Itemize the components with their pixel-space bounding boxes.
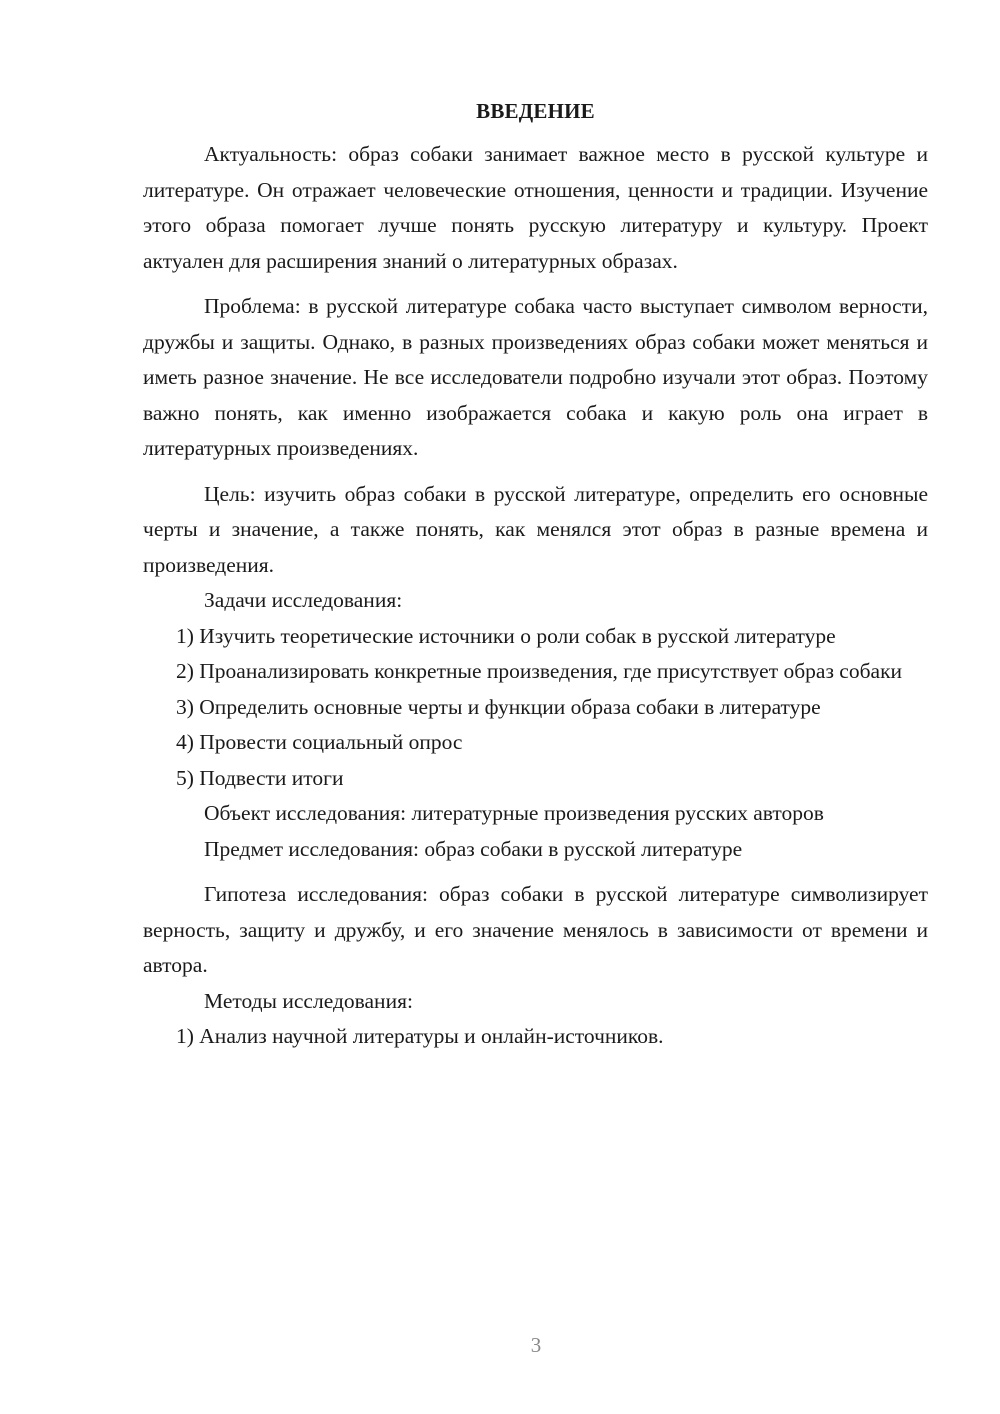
problem-paragraph: Проблема: в русской литературе собака часто выступает символом верности, дружбы и защиты. Однако, в разных произведениях образ собаки может меняться и иметь разное значение. Не все исследователи подробно изучали этот образ. Поэтому важно понять, как именно изображается собака и какую роль она играет в литературных произведениях. [143,294,928,460]
methods-heading: Методы исследования: [204,988,413,1013]
subject-line: Предмет исследования: образ собаки в русской литературе [204,836,743,861]
hypothesis-paragraph: Гипотеза исследования: образ собаки в русской литературе символизирует верность, защиту и дружбу, и его значение менялось в зависимости от времени и автора. [143,882,928,977]
task-item: 3) Определить основные черты и функции образа собаки в литературе [176,694,821,719]
page-title: ВВЕДЕНИЕ [476,99,595,123]
task-item: 5) Подвести итоги [176,765,344,790]
task-item: 1) Изучить теоретические источники о роли собак в русской литературе [176,623,836,648]
task-item: 2) Проанализировать конкретные произведения, где присутствует образ собаки [176,659,903,683]
relevance-paragraph: Актуальность: образ собаки занимает важное место в русской культуре и литературе. Он отражает человеческие отношения, ценности и традиции. Изучение этого образа помогает лучше понять русскую литературу и культуру. Проект актуален для расширения знаний о литературных образах. [143,142,928,273]
method-item: 1) Анализ научной литературы и онлайн-источников. [176,1024,664,1048]
page-number: 3 [530,1333,542,1357]
tasks-heading: Задачи исследования: [204,588,403,612]
document-page [143,94,928,1055]
goal-paragraph: Цель: изучить образ собаки в русской литературе, определить его основные черты и значение, а также понять, как менялся этот образ в разные времена и произведения. [143,481,928,577]
task-item: 4) Провести социальный опрос [176,730,463,754]
object-line: Объект исследования: литературные произведения русских авторов [204,801,824,825]
